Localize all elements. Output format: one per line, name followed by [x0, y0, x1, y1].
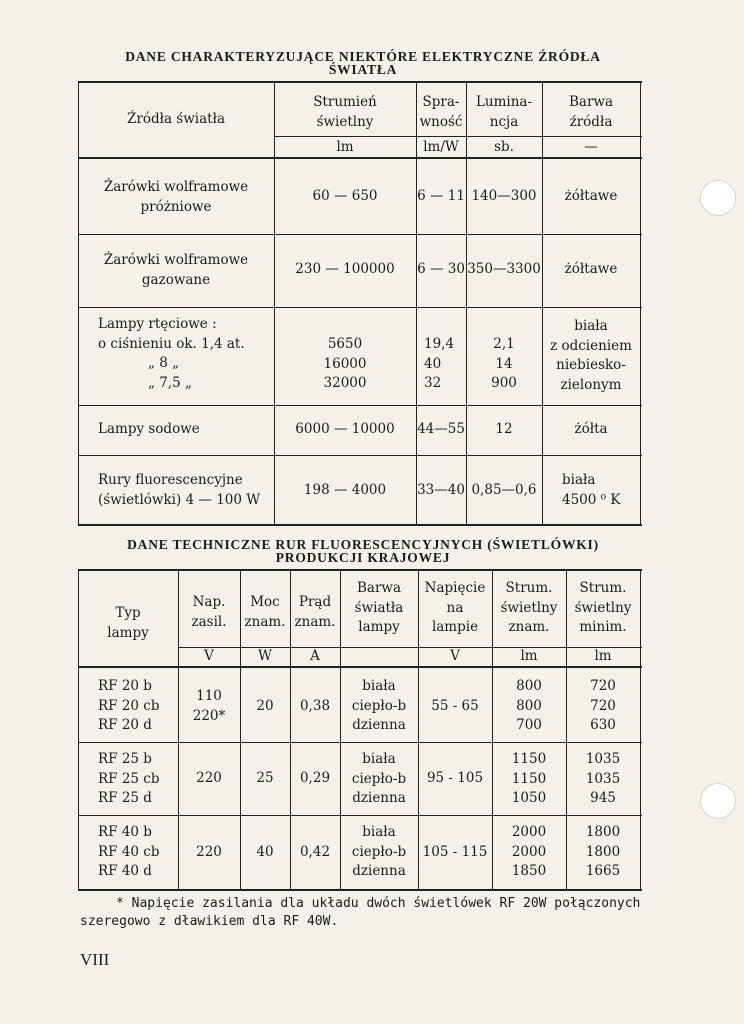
row4-name: Lampy sodowe — [98, 421, 200, 437]
row5-color-2: 4500 ⁰ K — [562, 491, 621, 508]
row2-flux: 230 — 100000 — [295, 261, 395, 277]
row5-color — [562, 471, 640, 510]
flux-min-3: 1665 — [585, 863, 621, 879]
group-rule — [78, 815, 642, 816]
color-3: dzienna — [352, 863, 406, 879]
row3-eff-3: 32 — [424, 375, 442, 391]
row3-name-line2: o ciśnieniu ok. 1,4 at. — [98, 335, 245, 352]
row3-color-4: zielonym — [560, 376, 622, 393]
flux-min-1: 1035 — [585, 751, 621, 767]
type-rf25cb: RF 25 cb — [98, 770, 160, 787]
header-fluxnom-line3: znam. — [508, 619, 550, 635]
type-rf25b: RF 25 b — [98, 751, 152, 767]
header-flux-line2: świetlny — [316, 113, 374, 130]
header-power-line1: Moc — [250, 594, 280, 610]
row5-efficiency: 33—40 — [417, 482, 465, 498]
group3-colors — [340, 823, 418, 882]
header-color — [542, 93, 640, 132]
flux-nom-2: 2000 — [511, 843, 547, 860]
header-fluxmin-line1: Strum. — [579, 580, 627, 596]
header-flux-minimum — [566, 579, 640, 638]
header-color-line2: źródła — [569, 113, 613, 130]
row2-efficiency: 6 — 30 — [417, 261, 465, 277]
header-eff-line1: Spra- — [422, 94, 460, 110]
row1-name — [78, 178, 274, 217]
group2-voltage: 95 - 105 — [426, 770, 484, 786]
row2-luminance: 350—3300 — [467, 261, 541, 277]
header-current-line2: znam. — [294, 613, 336, 630]
flux-min-2: 1035 — [585, 770, 621, 787]
group2-power: 25 — [256, 770, 274, 786]
header-efficiency — [416, 93, 466, 132]
row3-lum-1: 2,1 — [493, 336, 515, 352]
type-rf20d: RF 20 d — [98, 717, 152, 733]
header-lcolor-line2: światła — [354, 599, 404, 616]
header-fluxnom-line1: Strum. — [505, 580, 553, 596]
group3-supply: 220 — [196, 844, 222, 860]
group1-flux-minimum — [566, 677, 640, 736]
group1-flux-nominal — [492, 677, 566, 736]
flux-nom-2: 1150 — [511, 770, 547, 787]
type-rf20b: RF 20 b — [98, 678, 152, 694]
row3-name-line3: „ 8 „ — [148, 355, 180, 371]
header-supply-line2: zasil. — [191, 613, 227, 630]
row3-name-line4: „ 7,5 „ — [148, 374, 193, 391]
flux-nom-1: 2000 — [511, 824, 547, 840]
table2-title-line1: DANE TECHNICZNE RUR FLUORESCENCYJNYCH (ŚWIETLÓWKI) — [127, 537, 599, 552]
footnote: * Napięcie zasilania dla układu dwóch świetlówek RF 20W połączonych szeregowo z dławikiem dla RF 40W. — [80, 896, 641, 929]
type-rf40d: RF 40 d — [98, 863, 152, 879]
row4-efficiency: 44—55 — [417, 421, 465, 437]
unit-flux-minimum: lm — [594, 648, 612, 664]
row3-flux-3: 32000 — [323, 375, 367, 391]
row2-name-line1: Żarówki wolframowe — [103, 252, 249, 268]
unit-efficiency: lm/W — [423, 139, 459, 155]
flux-min-3: 630 — [590, 717, 616, 733]
header-lum-line2: ncja — [489, 113, 519, 130]
row4-color: żółta — [574, 421, 608, 437]
flux-nom-3: 700 — [516, 717, 542, 733]
row5-name-line2: (świetlówki) 4 — 100 W — [98, 491, 261, 508]
type-rf40b: RF 40 b — [98, 824, 152, 840]
header-flux — [274, 93, 416, 132]
row3-color-2: z odcieniem — [550, 337, 632, 354]
row3-flux-1: 5650 — [327, 336, 363, 352]
col-divider — [640, 83, 641, 524]
group3-flux-nominal — [492, 823, 566, 882]
group1-voltage: 55 - 65 — [431, 698, 479, 714]
table1-title — [78, 50, 648, 76]
header-type-line2: lampy — [107, 624, 149, 641]
row2-name-line2: gazowane — [141, 271, 211, 288]
row-rule — [78, 405, 642, 406]
color-2: ciepło-b — [351, 697, 407, 714]
row3-lum-2: 14 — [495, 355, 513, 372]
row1-color: żółtawe — [564, 188, 618, 204]
header-voltage-line1: Napięcie — [424, 580, 486, 596]
flux-min-2: 720 — [590, 697, 616, 714]
row5-name — [98, 471, 272, 510]
row3-efficiency — [424, 335, 464, 394]
header-lcolor-line1: Barwa — [356, 580, 402, 596]
group2-supply: 220 — [196, 770, 222, 786]
row5-name-line1: Rury fluorescencyjne — [98, 472, 243, 488]
group2-types — [98, 750, 178, 809]
group1-supply — [178, 687, 240, 726]
color-3: dzienna — [352, 790, 406, 806]
group1-supply-2: 220* — [192, 707, 226, 724]
group1-power: 20 — [256, 698, 274, 714]
table1-light-sources — [78, 81, 642, 526]
table1-title-line2: ŚWIATŁA — [328, 62, 398, 77]
header-type — [78, 604, 178, 643]
row3-color — [542, 317, 640, 395]
flux-nom-1: 800 — [516, 678, 542, 694]
row3-eff-2: 40 — [424, 355, 442, 372]
type-rf25d: RF 25 d — [98, 790, 152, 806]
unit-flux: lm — [336, 139, 354, 155]
color-2: ciepło-b — [351, 843, 407, 860]
row5-color-1: biała — [562, 472, 596, 488]
color-1: biała — [362, 678, 396, 694]
table2-title — [78, 538, 648, 564]
row1-name-line2: próżniowe — [140, 198, 212, 215]
row5-flux: 198 — 4000 — [303, 482, 387, 498]
units-top-rule — [274, 136, 642, 137]
header-current — [290, 593, 340, 632]
header-luminance — [466, 93, 542, 132]
row4-flux: 6000 — 10000 — [295, 421, 395, 437]
unit-flux-nominal: lm — [520, 648, 538, 664]
group2-flux-nominal — [492, 750, 566, 809]
unit-power: W — [258, 648, 272, 664]
flux-nom-3: 1050 — [511, 790, 547, 806]
header-lamp-voltage — [418, 579, 492, 638]
flux-min-1: 720 — [590, 678, 616, 694]
group1-current: 0,38 — [299, 698, 331, 714]
table1-title-line1: DANE CHARAKTERYZUJĄCE NIEKTÓRE ELEKTRYCZNE ŹRÓDŁA — [125, 49, 601, 64]
unit-color: — — [584, 139, 598, 155]
row3-luminance — [466, 335, 542, 394]
row-rule — [78, 234, 642, 235]
row3-name-line1: Lampy rtęciowe : — [98, 316, 217, 332]
type-rf20cb: RF 20 cb — [98, 697, 160, 714]
flux-nom-1: 1150 — [511, 751, 547, 767]
row-rule — [78, 455, 642, 456]
type-rf40cb: RF 40 cb — [98, 843, 160, 860]
header-supply — [178, 593, 240, 632]
flux-nom-2: 800 — [516, 697, 542, 714]
header-power-line2: znam. — [244, 613, 286, 630]
header-eff-line2: wność — [419, 113, 463, 130]
group3-flux-minimum — [566, 823, 640, 882]
row2-name — [78, 251, 274, 290]
header-voltage-line3: lampie — [431, 619, 479, 635]
header-power — [240, 593, 290, 632]
row1-luminance: 140—300 — [471, 188, 537, 204]
flux-min-3: 945 — [590, 790, 616, 806]
header-light-color — [340, 579, 418, 638]
row1-efficiency: 6 — 11 — [417, 188, 465, 204]
group-rule — [78, 742, 642, 743]
header-flux-line1: Strumień — [313, 94, 377, 110]
header-source: Źródła światła — [126, 111, 226, 127]
row3-color-1: biała — [574, 318, 608, 334]
punch-hole-bottom — [700, 783, 736, 819]
row3-name — [98, 315, 270, 393]
col-divider — [640, 571, 641, 889]
flux-nom-3: 1850 — [511, 863, 547, 879]
group3-current: 0,42 — [299, 844, 331, 860]
header-fluxnom-line2: świetlny — [500, 599, 558, 616]
header-color-line1: Barwa — [568, 94, 614, 110]
table2-fluorescent-tubes — [78, 569, 642, 891]
group2-current: 0,29 — [299, 770, 331, 786]
header-fluxmin-line3: minim. — [579, 619, 627, 635]
page-number: VIII — [80, 950, 110, 969]
unit-voltage: V — [450, 648, 460, 664]
unit-supply: V — [204, 648, 214, 664]
row3-eff-1: 19,4 — [424, 336, 455, 352]
header-flux-nominal — [492, 579, 566, 638]
group1-types — [98, 677, 178, 736]
row3-lum-3: 900 — [491, 375, 517, 391]
group1-colors — [340, 677, 418, 736]
row3-flux — [274, 335, 416, 394]
group2-flux-minimum — [566, 750, 640, 809]
row1-name-line1: Żarówki wolframowe — [103, 179, 249, 195]
color-3: dzienna — [352, 717, 406, 733]
flux-min-2: 1800 — [585, 843, 621, 860]
group1-supply-1: 110 — [196, 688, 222, 704]
unit-current: A — [310, 648, 320, 664]
header-fluxmin-line2: świetlny — [574, 599, 632, 616]
color-1: biała — [362, 824, 396, 840]
group3-types — [98, 823, 178, 882]
col-divider — [78, 83, 79, 524]
header-type-line1: Typ — [115, 605, 141, 621]
header-voltage-line2: na — [446, 599, 464, 616]
color-1: biała — [362, 751, 396, 767]
header-lcolor-line3: lampy — [358, 619, 400, 635]
punch-hole-top — [700, 180, 736, 216]
table2-title-line2: PRODUKCJI KRAJOWEJ — [275, 550, 451, 565]
header-current-line1: Prąd — [298, 594, 332, 610]
row2-color: żółtawe — [564, 261, 618, 277]
row1-flux: 60 — 650 — [312, 188, 378, 204]
row3-color-3: niebiesko- — [556, 357, 626, 373]
row3-flux-2: 16000 — [323, 355, 367, 372]
group3-power: 40 — [256, 844, 274, 860]
header-supply-line1: Nap. — [192, 594, 226, 610]
group3-voltage: 105 - 115 — [422, 844, 488, 860]
header-lum-line1: Lumina- — [475, 94, 533, 110]
unit-luminance: sb. — [494, 139, 514, 155]
color-2: ciepło-b — [351, 770, 407, 787]
group2-colors — [340, 750, 418, 809]
flux-min-1: 1800 — [585, 824, 621, 840]
row-rule — [78, 307, 642, 308]
row5-luminance: 0,85—0,6 — [471, 482, 537, 498]
row4-luminance: 12 — [495, 421, 513, 437]
